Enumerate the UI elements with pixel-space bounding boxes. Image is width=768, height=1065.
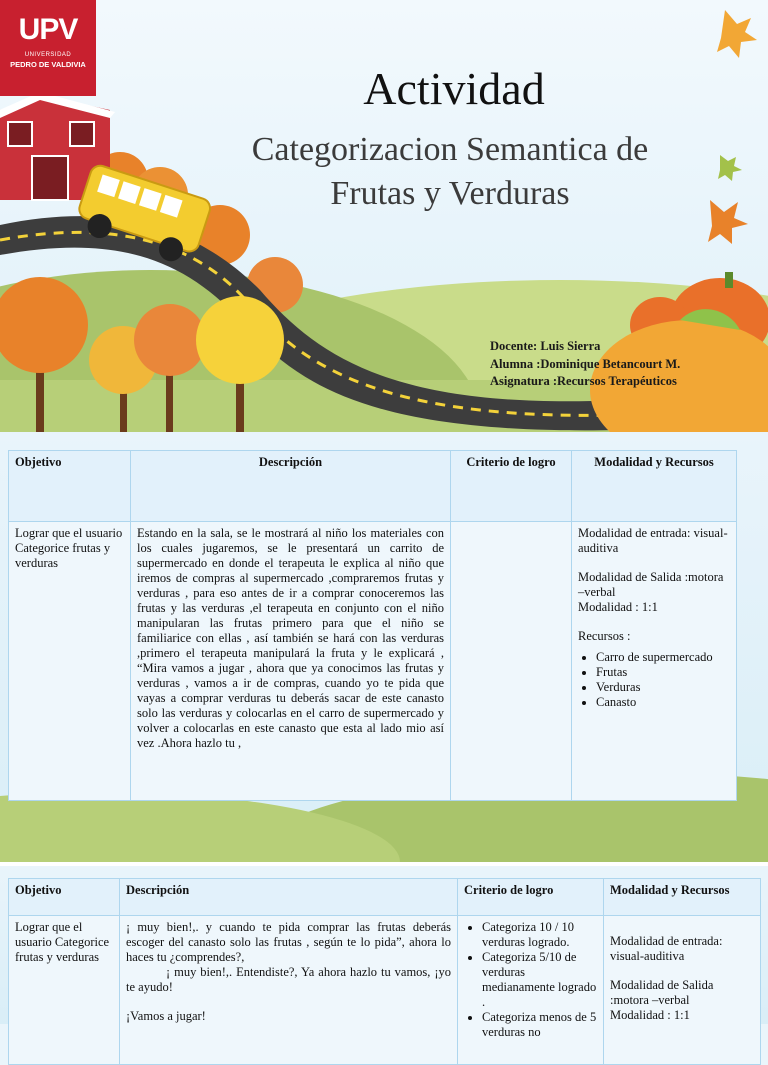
header-modalidad: Modalidad y Recursos [572, 451, 737, 522]
subtitle-line1: Categorizacion Semantica de [251, 131, 649, 168]
modalidad-salida: Modalidad de Salida :motora –verbal [578, 570, 724, 599]
title-slide [0, 0, 768, 432]
modalidad-ratio: Modalidad : 1:1 [610, 1008, 690, 1022]
header-objetivo: Objetivo [9, 451, 131, 522]
logo-mark: UPV [18, 13, 78, 46]
list-item: • Categoriza 5/10 de verduras medianamente logrado . [482, 950, 597, 1010]
modalidad-entrada: Modalidad de entrada: visual-auditiva [610, 934, 723, 963]
logo-line1: UNIVERSIDAD [24, 52, 72, 58]
list-item: • Verduras [596, 680, 730, 695]
header-objetivo: Objetivo [9, 879, 120, 916]
criterio-list [464, 920, 597, 1040]
asignatura-text: Asignatura :Recursos Terapéuticos [490, 374, 677, 388]
alumna-text: Alumna :Dominique Betancourt M. [490, 356, 681, 371]
page-subtitle [200, 128, 700, 216]
docente-text: Docente: Luis Sierra [490, 339, 601, 353]
activity-table-2 [8, 878, 761, 1065]
list-item: • Carro de supermercado [596, 650, 730, 665]
logo-line2: PEDRO DE VALDIVIA [10, 60, 86, 69]
header-criterio: Criterio de logro [458, 879, 604, 916]
modalidad-cell [604, 916, 761, 1065]
descripcion-p2: ¡ muy bien!,. Entendiste?, Ya ahora hazlo tu vamos, ¡yo te ayudo! [126, 965, 451, 994]
table-row [9, 916, 761, 1065]
header-modalidad: Modalidad y Recursos [604, 879, 761, 916]
header-criterio: Criterio de logro [451, 451, 572, 522]
table-header-row [9, 879, 761, 916]
upv-logo [0, 0, 96, 96]
objetivo-cell: Lograr que el usuario Categorice frutas y verduras [9, 522, 131, 801]
falling-leaves-icon [708, 10, 757, 244]
header-descripcion: Descripción [120, 879, 458, 916]
list-item: • Frutas [596, 665, 730, 680]
list-item: • Canasto [596, 695, 730, 710]
modalidad-ratio: Modalidad : 1:1 [578, 600, 658, 614]
activity-table-1 [8, 450, 737, 801]
descripcion-cell: Estando en la sala, se le mostrará al niño los materiales con los cuales jugaremos, se le presentará un carrito de supermercado en donde el terapeuta le explica al niño que iremos de compras al supermercado ,compraremos frutas y verduras , para eso antes de ir a comprar conoceremos las frutas y las verduras ,el terapeuta en conjunto con el niño manipularan las frutas primero para que el niño se familiarice con ellas , así también se hará con las verduras ,primero el terapeuta manipulará la fruta y le explicará , “Mira vamos a jugar , ahora que ya conocimos las frutas y verduras , vamos a ir de compras, cuando yo te pida que vayas a comprar verduras tu deberás sacar de este canasto solo las verduras y colocarlas en el carro de supermercado y volver a colocarlas en este canasto que esta al lado mio así vez .Ahora hazlo tu , [131, 522, 451, 801]
list-item: • Categoriza 10 / 10 verduras logrado. [482, 920, 597, 950]
objetivo-cell: Lograr que el usuario Categorice frutas y verduras [9, 916, 120, 1065]
modalidad-entrada: Modalidad de entrada: visual-auditiva [578, 526, 728, 555]
header-descripcion: Descripción [131, 451, 451, 522]
list-item: • Categoriza menos de 5 verduras no [482, 1010, 597, 1040]
descripcion-cell [120, 916, 458, 1065]
modalidad-cell [572, 522, 737, 801]
author-info [490, 338, 680, 391]
subtitle-line2: Frutas y Verduras [330, 175, 570, 212]
table-row [9, 522, 737, 801]
recursos-list [578, 650, 730, 710]
descripcion-p3: ¡Vamos a jugar! [126, 1009, 206, 1023]
criterio-cell [451, 522, 572, 801]
page-title: Actividad [363, 63, 545, 114]
descripcion-p1: ¡ muy bien!,. y cuando te pida comprar las frutas deberás escoger del canasto solo las frutas , según te lo pida”, ahora lo haces tu ¿comprendes?, [126, 920, 451, 964]
criterio-cell [458, 916, 604, 1065]
recursos-label: Recursos : [578, 629, 631, 643]
modalidad-salida: Modalidad de Salida :motora –verbal [610, 978, 714, 1007]
table-header-row [9, 451, 737, 522]
